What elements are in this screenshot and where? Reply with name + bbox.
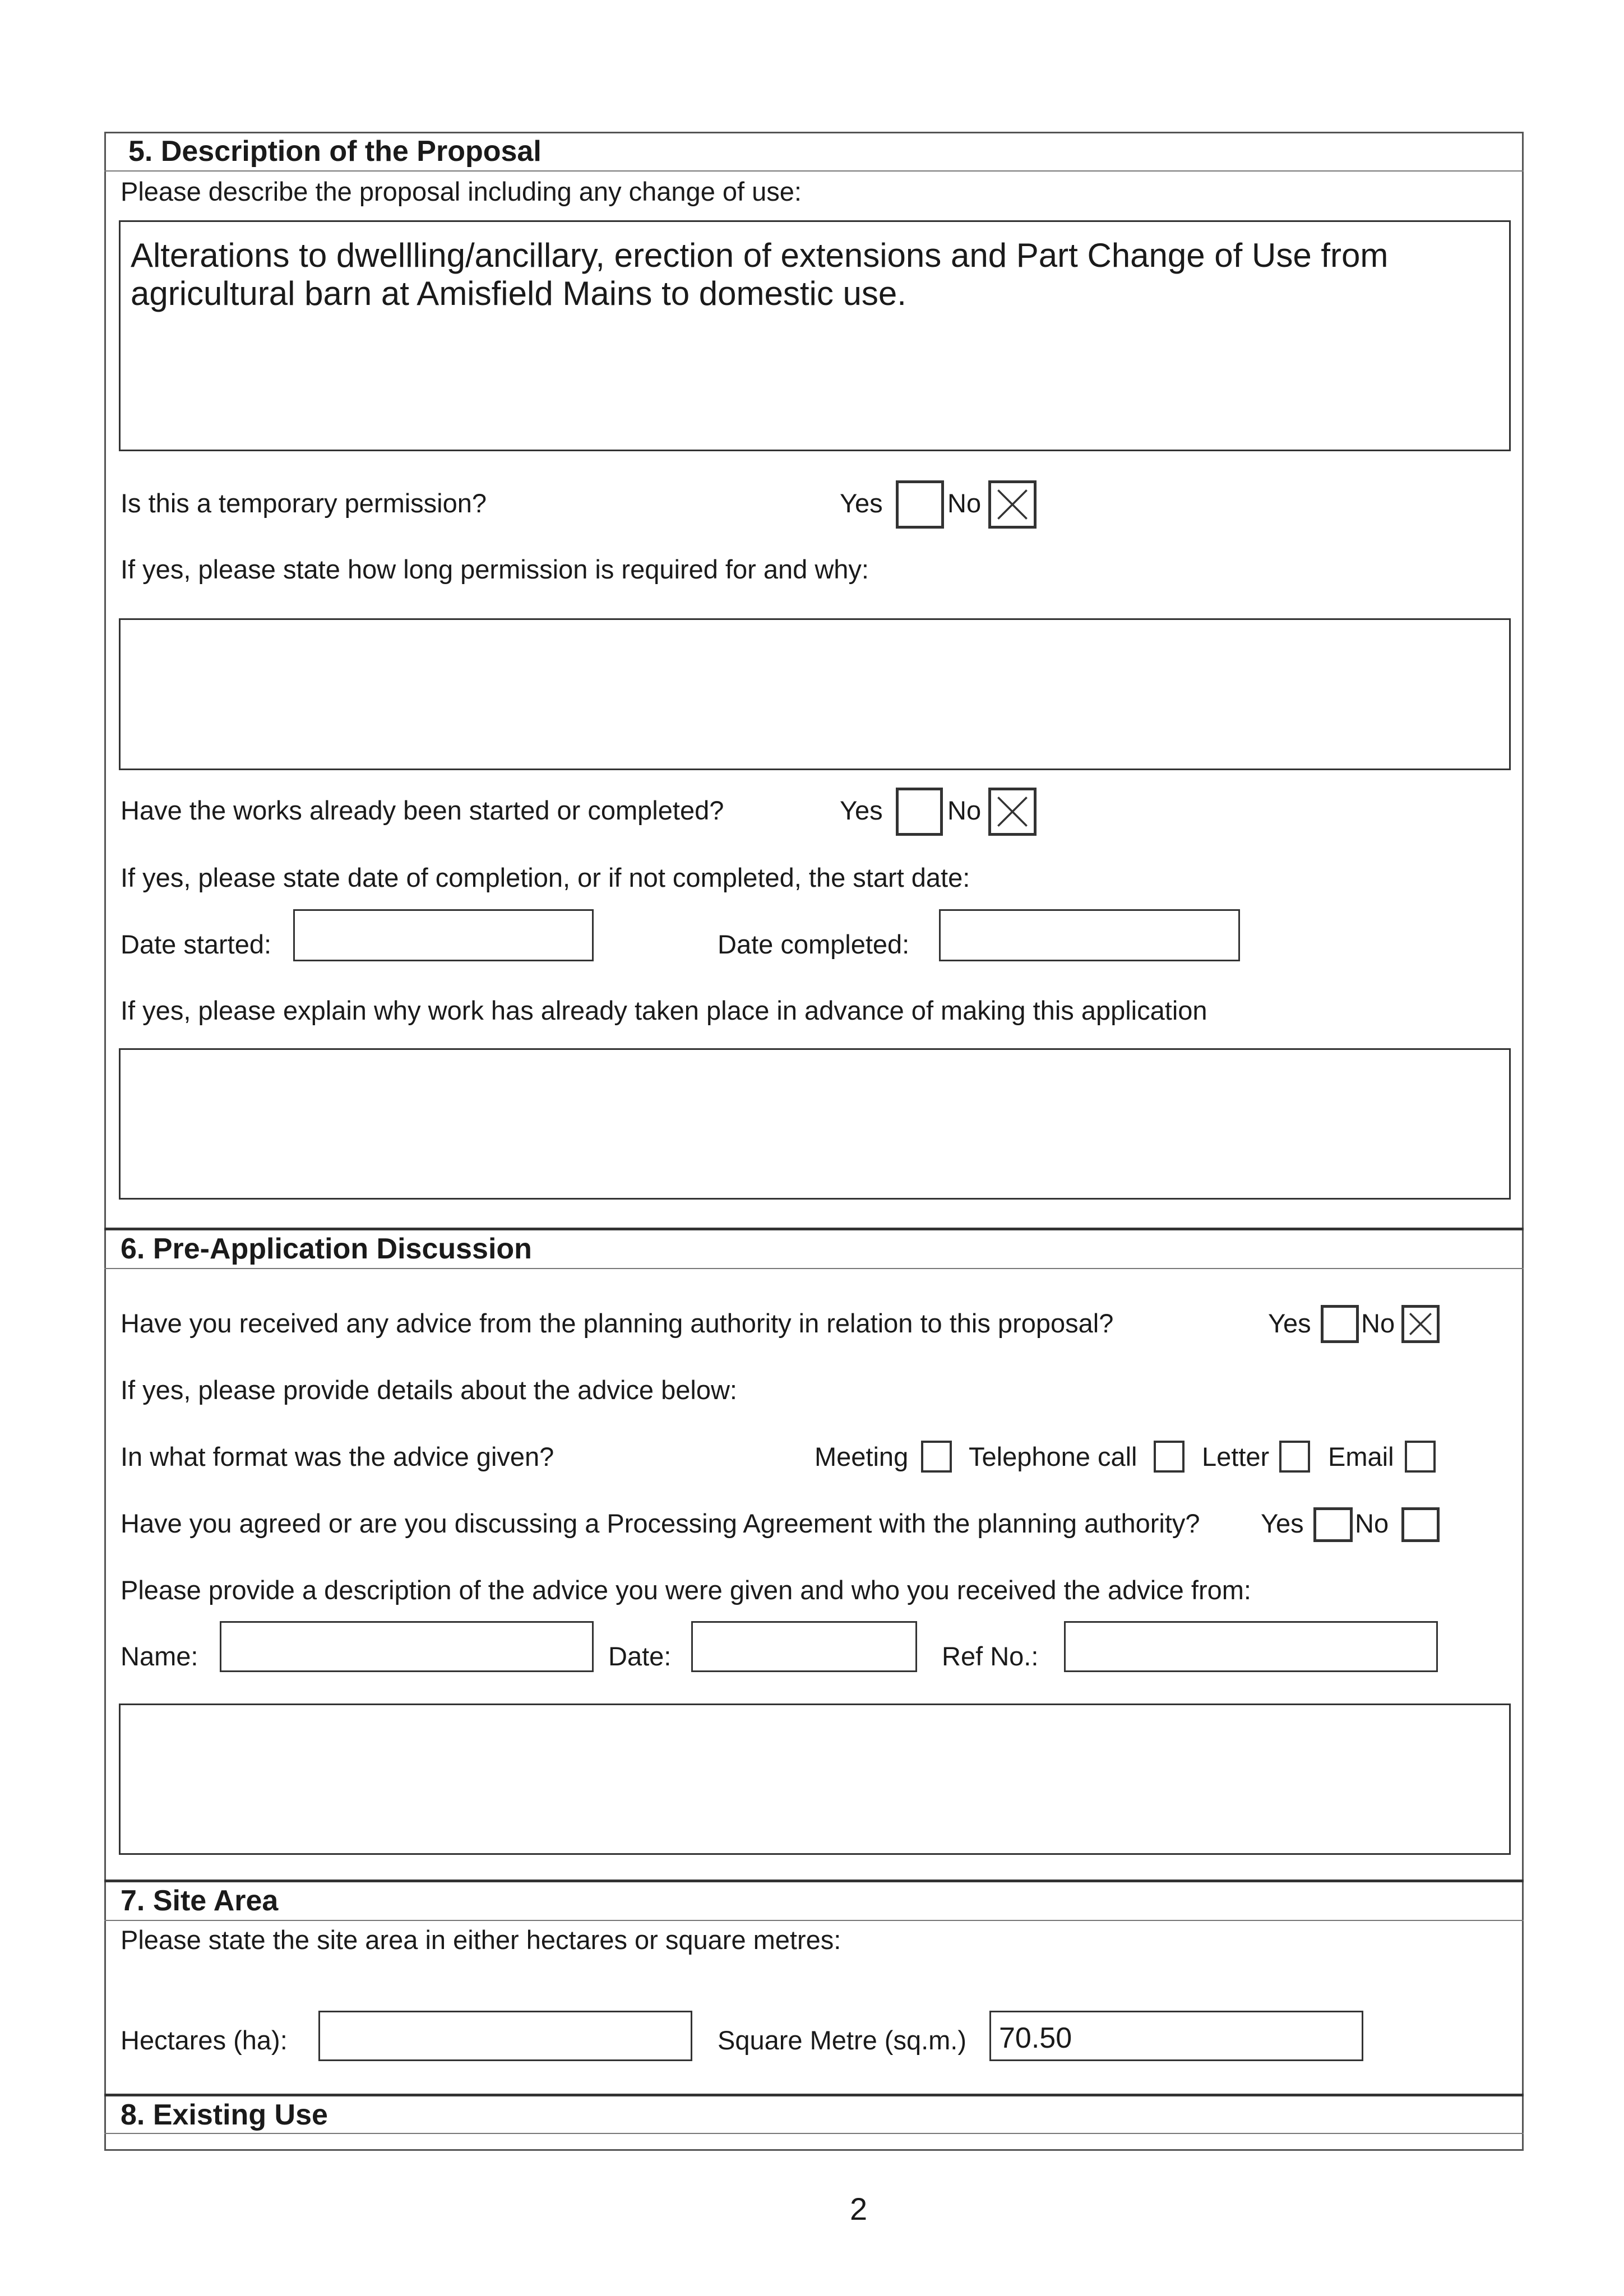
section-6-heading: 6. Pre-Application Discussion [121,1233,532,1265]
section-5-heading: 5. Description of the Proposal [128,135,542,168]
date-started-field[interactable] [293,909,594,961]
advice-description-label: Please provide a description of the advice you were given and who you received the advice from: [121,1575,1251,1605]
works-yes-label: Yes [840,795,883,825]
ref-no-label: Ref No.: [942,1641,1039,1671]
temporary-no-checkbox[interactable] [988,480,1037,529]
agreement-yes-checkbox[interactable] [1313,1507,1353,1542]
agreement-yes-label: Yes [1261,1508,1304,1538]
temporary-yes-checkbox[interactable] [896,480,944,529]
temporary-question: Is this a temporary permission? [121,488,487,518]
date-started-label: Date started: [121,929,272,959]
cross-mark-icon [991,483,1034,526]
section-divider [104,1228,1524,1230]
proposal-description-field[interactable] [119,220,1511,451]
advice-yes-label: Yes [1268,1308,1311,1338]
how-long-field[interactable] [119,618,1511,770]
temporary-no-label: No [947,488,982,518]
format-question: In what format was the advice given? [121,1442,554,1471]
format-email-label: Email [1328,1442,1394,1471]
hectares-field[interactable] [318,2011,692,2061]
divider [104,1920,1524,1921]
sqm-field[interactable] [989,2011,1363,2061]
format-email-checkbox[interactable] [1405,1441,1436,1473]
explain-label: If yes, please explain why work has already taken place in advance of making this application [121,996,1207,1025]
divider [104,1268,1524,1269]
advice-details-label: If yes, please provide details about the advice below: [121,1375,737,1405]
name-field[interactable] [220,1621,594,1672]
page-number: 2 [850,2191,868,2226]
divider [104,170,1524,172]
advice-no-checkbox[interactable] [1401,1305,1440,1343]
advice-date-field[interactable] [691,1621,917,1672]
format-letter-label: Letter [1202,1442,1270,1471]
format-meeting-label: Meeting [815,1442,909,1471]
sqm-value: 70.50 [999,2022,1072,2054]
works-yes-checkbox[interactable] [896,788,943,836]
works-no-label: No [947,795,982,825]
advice-date-label: Date: [608,1641,672,1671]
format-telephone-checkbox[interactable] [1154,1441,1185,1473]
date-completed-label: Date completed: [718,929,910,959]
section-divider [104,1880,1524,1882]
format-letter-checkbox[interactable] [1279,1441,1310,1473]
format-telephone-label: Telephone call [969,1442,1137,1471]
advice-question: Have you received any advice from the planning authority in relation to this proposal? [121,1308,1114,1338]
sqm-label: Square Metre (sq.m.) [718,2025,967,2055]
how-long-label: If yes, please state how long permission is required for and why: [121,554,869,584]
site-area-instruction: Please state the site area in either hectares or square metres: [121,1925,841,1955]
agreement-question: Have you agreed or are you discussing a Processing Agreement with the planning authority? [121,1508,1200,1538]
divider [104,2133,1524,2134]
advice-description-field[interactable] [119,1704,1511,1855]
description-line-2: agricultural barn at Amisfield Mains to domestic use. [131,275,906,312]
format-meeting-checkbox[interactable] [921,1441,952,1473]
advice-no-label: No [1361,1308,1395,1338]
cross-mark-icon [1404,1308,1437,1340]
ref-no-field[interactable] [1064,1621,1438,1672]
cross-mark-icon [991,790,1034,833]
section-7-heading: 7. Site Area [121,1885,279,1917]
describe-label: Please describe the proposal including any change of use: [121,177,802,206]
name-label: Name: [121,1641,198,1671]
date-completed-field[interactable] [939,909,1240,961]
hectares-label: Hectares (ha): [121,2025,288,2055]
section-8-heading: 8. Existing Use [121,2099,328,2131]
explain-field[interactable] [119,1048,1511,1200]
section-divider [104,2094,1524,2096]
agreement-no-label: No [1355,1508,1389,1538]
agreement-no-checkbox[interactable] [1401,1507,1440,1542]
works-question: Have the works already been started or completed? [121,795,724,825]
advice-yes-checkbox[interactable] [1321,1305,1359,1343]
temporary-yes-label: Yes [840,488,883,518]
works-no-checkbox[interactable] [988,788,1037,836]
description-line-1: Alterations to dwellling/ancillary, erection of extensions and Part Change of Use from [131,237,1389,274]
date-instruction: If yes, please state date of completion, or if not completed, the start date: [121,863,970,892]
